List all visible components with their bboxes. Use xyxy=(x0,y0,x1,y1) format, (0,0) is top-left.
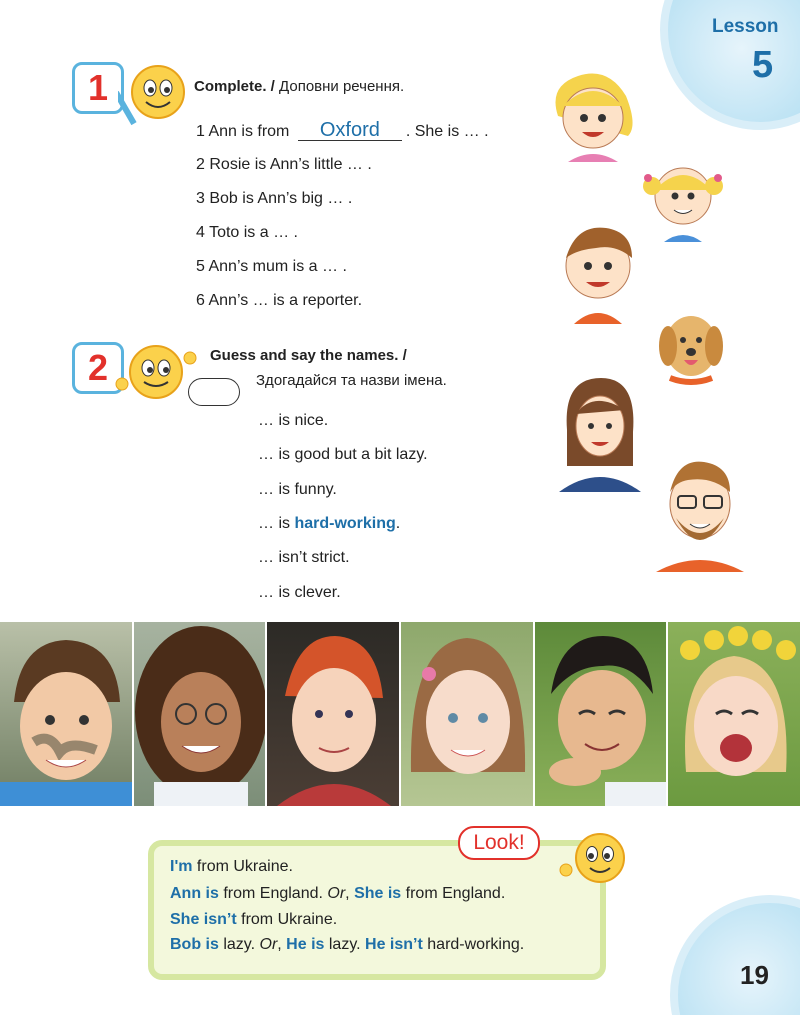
child-photo-2 xyxy=(134,622,268,806)
highlight-phrase: She isn’t xyxy=(170,911,237,928)
italic-text: Or xyxy=(327,885,346,902)
list-item xyxy=(196,292,362,310)
item-number: 3 xyxy=(196,190,205,207)
mum-illustration xyxy=(553,370,645,492)
plain-text: , xyxy=(277,936,287,953)
lesson-number: 5 xyxy=(752,44,774,86)
exercise-1-instruction-ua: Доповни речення. xyxy=(279,78,405,95)
look-tag: Look! xyxy=(458,826,540,860)
child-photo-5 xyxy=(535,622,669,806)
list-item: … is funny. xyxy=(258,481,337,498)
item-text: Ann is from xyxy=(208,123,290,140)
highlight-phrase: He is xyxy=(286,936,325,953)
girl-with-pink-clip-photo xyxy=(401,622,535,806)
list-item: … is clever. xyxy=(258,584,341,601)
item-number: 6 xyxy=(196,292,205,309)
exercise-2-instruction-ua: Здогадайся та назви імена. xyxy=(256,372,447,389)
bob-illustration xyxy=(556,214,642,324)
list-item xyxy=(196,224,298,242)
plain-text: hard-working. xyxy=(422,936,525,953)
list-item xyxy=(258,515,400,533)
dad-illustration xyxy=(648,448,752,572)
list-item xyxy=(196,258,347,276)
plain-text: from England. xyxy=(218,885,328,902)
plain-text: , xyxy=(345,885,355,902)
item-text: Ann’s … is a reporter. xyxy=(208,292,363,309)
highlight-phrase: Ann is xyxy=(170,885,219,902)
item-number: 5 xyxy=(196,258,205,275)
child-photo-3 xyxy=(267,622,401,806)
plain-text: lazy. xyxy=(324,936,366,953)
highlight-word: hard-working xyxy=(294,515,396,532)
highlight-phrase: He isn’t xyxy=(365,936,423,953)
exercise-1-instruction-en: Complete. / xyxy=(194,78,275,95)
look-line-1 xyxy=(170,858,293,876)
item-text: Ann’s mum is a … . xyxy=(208,258,347,275)
item-text: … is xyxy=(258,515,295,532)
children-photo-strip xyxy=(0,622,800,806)
exercise-2-number: 2 xyxy=(72,342,124,394)
highlight-phrase: I'm xyxy=(170,858,193,875)
pencil-smiley-icon xyxy=(118,60,190,130)
item-text: Rosie is Ann’s little … . xyxy=(209,156,372,173)
child-photo-6 xyxy=(668,622,800,806)
boy-with-face-paint-photo xyxy=(0,622,134,806)
exercise-1-number: 1 xyxy=(72,62,124,114)
list-item: … is nice. xyxy=(258,412,329,429)
item-text: . xyxy=(395,515,401,532)
plain-text: from England. xyxy=(401,885,506,902)
toto-dog-illustration xyxy=(656,300,726,392)
list-item: … is good but a bit lazy. xyxy=(258,446,428,463)
pointing-smiley-icon xyxy=(556,826,632,890)
answer-blank[interactable]: Oxford xyxy=(298,120,402,141)
list-item xyxy=(196,156,372,174)
girl-with-glasses-photo xyxy=(134,622,268,806)
exercise-1-instruction xyxy=(194,78,404,95)
item-text: Bob is Ann’s big … . xyxy=(209,190,353,207)
item-text: . She is … . xyxy=(405,123,489,140)
page-badge xyxy=(670,895,800,1015)
list-item xyxy=(196,120,489,141)
child-photo-4 xyxy=(401,622,535,806)
plain-text: from Ukraine. xyxy=(192,858,293,875)
italic-text: Or xyxy=(259,936,278,953)
lesson-label: Lesson xyxy=(712,16,779,37)
speech-bubble-icon xyxy=(188,378,240,406)
plain-text: from Ukraine. xyxy=(236,911,338,928)
look-line-2 xyxy=(170,885,505,903)
red-haired-boy-photo xyxy=(267,622,401,806)
item-number: 2 xyxy=(196,156,205,173)
rosie-illustration xyxy=(640,150,726,242)
highlight-phrase: She is xyxy=(354,885,402,902)
highlight-phrase: Bob is xyxy=(170,936,219,953)
look-line-4 xyxy=(170,936,524,954)
plain-text: lazy. xyxy=(218,936,260,953)
ann-illustration xyxy=(548,66,638,166)
page-number: 19 xyxy=(740,960,769,990)
look-line-3 xyxy=(170,911,337,929)
item-number: 4 xyxy=(196,224,205,241)
child-photo-1 xyxy=(0,622,134,806)
exercise-2-instruction-en: Guess and say the names. / xyxy=(210,347,407,364)
list-item xyxy=(196,190,352,208)
item-text: Toto is a … . xyxy=(209,224,298,241)
item-number: 1 xyxy=(196,123,205,140)
smiling-boy-photo xyxy=(535,622,669,806)
laughing-girl-with-flower-crown-photo xyxy=(668,622,800,806)
list-item: … isn’t strict. xyxy=(258,549,350,566)
